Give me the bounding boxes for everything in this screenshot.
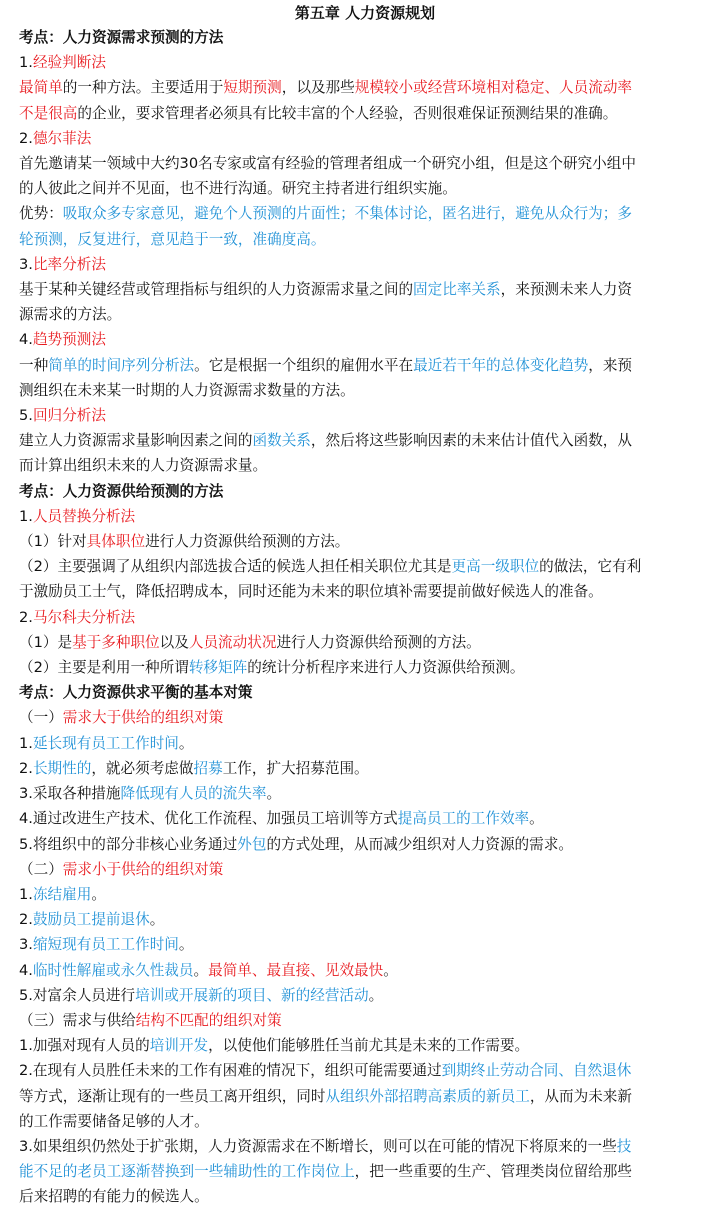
plain-text: 进行人力资源供给预测的方法。 [276,633,481,651]
highlight-red-text: 人员替换分析法 [32,507,136,525]
text-line [19,1008,711,1033]
plain-text: 1. [19,507,33,525]
text-line [19,958,711,983]
text-line [19,529,711,554]
plain-text: ，来预 [588,356,633,374]
highlight-red-text: 短期预测 [223,79,282,97]
plain-text: 一种 [19,356,49,374]
plain-text: ，从而为未来新 [529,1087,632,1105]
highlight-blue-text: 函数关系 [252,432,311,450]
highlight-blue-text: 长期性的 [32,759,92,777]
highlight-blue-text: 固定比率关系 [413,281,501,299]
highlight-red-text: 基于多种职位 [72,633,160,651]
plain-text: ，以使他们能够胜任当前尤其是未来的工作需要。 [208,1037,530,1055]
highlight-blue-text: 缩短现有员工工作时间 [32,936,179,954]
text-line [19,731,711,756]
plain-text: 首先邀请某一领域中大约30名专家或富有经验的管理者组成一个研究小组，但是这个研究小组中 [19,155,636,173]
plain-text: 考点：人力资源供求平衡的基本对策 [19,684,253,702]
plain-text: ，然后将这些影响因素的未来估计值代入函数，从 [310,432,632,450]
text-line [19,1084,711,1109]
highlight-red-text: 结构不匹配的组织对策 [135,1011,282,1029]
highlight-blue-text: 能不足的老员工逐渐替换到一些辅助性的工作岗位上 [19,1163,355,1181]
highlight-blue-text: 从组织外部招聘高素质的新员工 [325,1087,530,1105]
plain-text: 4. [19,331,33,349]
text-line [19,252,711,277]
text-line [19,882,711,907]
highlight-blue-text: 到期终止劳动合同、自然退休 [441,1062,632,1080]
plain-text: 4. [19,961,33,979]
plain-text: 2.在现有人员胜任未来的工作有困难的情况下，组织可能需要通过 [19,1062,442,1080]
plain-text: 3.如果组织仍然处于扩张期，人力资源需求在不断增长，则可以在可能的情况下将原来的一些 [19,1137,617,1155]
plain-text: （1）是 [19,633,73,651]
text-line [19,176,711,201]
text-line [19,756,711,781]
text-line [19,907,711,932]
section-heading [19,680,711,705]
document-body [19,25,711,1210]
text-line [19,453,711,478]
highlight-red-text: 经验判断法 [32,54,106,72]
text-line [19,781,711,806]
text-line [19,50,711,75]
plain-text: 考点：人力资源需求预测的方法 [19,29,224,46]
plain-text: 2. [19,911,33,929]
plain-text: 工作，扩大招募范围。 [222,759,369,777]
plain-text: 。 [91,885,106,903]
highlight-blue-text: 简单的时间序列分析法 [48,356,195,374]
plain-text: 基于某种关键经营或管理指标与组织的人力资源需求量之间的 [19,281,414,299]
plain-text: 。 [529,810,544,828]
highlight-blue-text: 培训开发 [149,1037,209,1055]
text-line [19,832,711,857]
highlight-red-text: 最简单、最直接、见效最快 [208,961,384,979]
plain-text: 1. [19,54,33,72]
plain-text: 5.对富余人员进行 [19,986,136,1004]
highlight-blue-text: 更高一级职位 [451,558,540,576]
highlight-red-text: 人员流动状况 [188,633,277,651]
highlight-red-text: 需求小于供给的组织对策 [62,860,224,878]
plain-text: 的人彼此之间并不见面，也不进行沟通。研究主持者进行组织实施。 [19,180,457,198]
plain-text: 1. [19,885,33,903]
highlight-red-text: 德尔菲法 [32,129,92,147]
text-line [19,1134,711,1159]
text-line [19,857,711,882]
plain-text: 的方式处理，从而减少组织对人力资源的需求。 [266,835,573,853]
text-line [19,277,711,302]
highlight-blue-text: 培训或开展新的项目、新的经营活动 [135,986,369,1004]
plain-text: 建立人力资源需求量影响因素之间的 [19,432,253,450]
text-line [19,75,711,100]
chapter-title: 第五章 人力资源规划 [294,4,436,22]
plain-text: 2. [19,608,33,626]
plain-text: 的企业，要求管理者必须具有比较丰富的个人经验，否则很难保证预测结果的准确。 [77,104,618,122]
plain-text: ，就必须考虑做 [91,759,194,777]
highlight-blue-text: 降低现有人员的流失率 [120,785,267,803]
plain-text: （三）需求与供给 [19,1011,136,1029]
plain-text: （1）针对 [19,533,87,551]
plain-text: 的统计分析程序来进行人力资源供给预测。 [247,659,525,677]
text-line [19,101,711,126]
plain-text: 1.加强对现有人员的 [19,1037,150,1055]
text-line [19,403,711,428]
text-line [19,151,711,176]
plain-text: 。 [383,961,398,979]
highlight-blue-text: 临时性解雇或永久性裁员 [32,961,194,979]
plain-text: 。 [266,785,282,803]
highlight-blue-text: 外包 [237,835,267,853]
text-line [19,1159,711,1184]
plain-text: 5. [19,407,33,425]
highlight-blue-text: 转移矩阵 [188,659,248,677]
plain-text: 1. [19,734,33,752]
text-line [19,327,711,352]
highlight-blue-text: 招募 [193,759,223,777]
plain-text: 以及 [159,633,189,651]
plain-text: 的工作需要储备足够的人才。 [19,1112,209,1130]
plain-text: ，来预测未来人力资 [500,281,632,299]
highlight-blue-text: 吸取众多专家意见，避免个人预测的片面性；不集体讨论，匿名进行，避免从众行为；多 [62,205,632,223]
text-line [19,126,711,151]
highlight-blue-text: 轮预测，反复进行，意见趋于一致，准确度高。 [19,230,326,248]
text-line [19,579,711,604]
text-line [19,428,711,453]
plain-text: 3. [19,936,33,954]
plain-text: 后来招聘的有能力的候选人。 [19,1188,209,1206]
highlight-red-text: 趋势预测法 [32,331,106,349]
highlight-red-text: 马尔科夫分析法 [32,608,136,626]
plain-text: 4.通过改进生产技术、优化工作流程、加强员工培训等方式 [19,810,398,828]
plain-text: 。 [193,961,209,979]
plain-text: 。它是根据一个组织的雇佣水平在 [194,356,414,374]
highlight-red-text: 比率分析法 [32,255,106,273]
text-line [19,554,711,579]
highlight-red-text: 最简单 [19,79,63,97]
section-heading [19,479,711,504]
highlight-red-text: 回归分析法 [32,407,106,425]
plain-text: 源需求的方法。 [19,306,122,324]
text-line [19,504,711,529]
plain-text: 的做法，它有利 [539,558,642,576]
plain-text: 。 [178,734,194,752]
plain-text: 于激励员工士气，降低招聘成本，同时还能为未来的职位填补需要提前做好候选人的准备。 [19,583,603,601]
text-line [19,705,711,730]
text-line [19,1109,711,1134]
text-line [19,353,711,378]
text-line [19,1184,711,1209]
highlight-blue-text: 延长现有员工工作时间 [32,734,179,752]
highlight-red-text: 需求大于供给的组织对策 [62,709,224,727]
plain-text: 。 [368,986,384,1004]
plain-text: 而计算出组织未来的人力资源需求量。 [19,457,268,475]
plain-text: 2. [19,129,33,147]
plain-text: 5.将组织中的部分非核心业务通过 [19,835,238,853]
plain-text: 测组织在未来某一时期的人力资源需求数量的方法。 [19,381,355,399]
text-line [19,630,711,655]
text-line [19,806,711,831]
text-line [19,983,711,1008]
plain-text: （二） [19,860,63,878]
plain-text: 进行人力资源供给预测的方法。 [145,533,350,551]
plain-text: （2）主要是利用一种所谓 [19,659,189,677]
plain-text: 。 [149,911,165,929]
highlight-blue-text: 冻结雇用 [32,885,92,903]
text-line [19,605,711,630]
highlight-blue-text: 最近若干年的总体变化趋势 [413,356,589,374]
highlight-blue-text: 鼓励员工提前退休 [32,911,150,929]
text-line [19,1033,711,1058]
highlight-red-text: 具体职位 [86,533,146,551]
highlight-blue-text: 提高员工的工作效率 [397,810,530,828]
text-line [19,302,711,327]
plain-text: 的一种方法。主要适用于 [62,79,224,97]
plain-text: 2. [19,759,33,777]
plain-text: 考点：人力资源供给预测的方法 [19,482,224,500]
highlight-blue-text: 技 [616,1137,632,1155]
text-line [19,655,711,680]
plain-text: 3. [19,255,33,273]
text-line [19,378,711,403]
text-line [19,201,711,226]
plain-text: 优势： [19,205,63,223]
plain-text: （2）主要强调了从组织内部选拔合适的候选人担任相关职位尤其是 [19,558,452,576]
plain-text: 等方式，逐渐让现有的一些员工离开组织，同时 [19,1087,326,1105]
text-line [19,1058,711,1083]
plain-text: ，把一些重要的生产、管理类岗位留给那些 [354,1163,632,1181]
plain-text: ，以及那些 [281,79,355,97]
plain-text: 3.采取各种措施 [19,785,121,803]
highlight-red-text: 规模较小或经营环境相对稳定、人员流动率 [354,79,633,97]
text-line [19,227,711,252]
plain-text: 。 [178,936,194,954]
highlight-red-text: 不是很高 [19,104,78,122]
plain-text: （一） [19,709,63,727]
section-heading [19,25,711,50]
text-line [19,932,711,957]
